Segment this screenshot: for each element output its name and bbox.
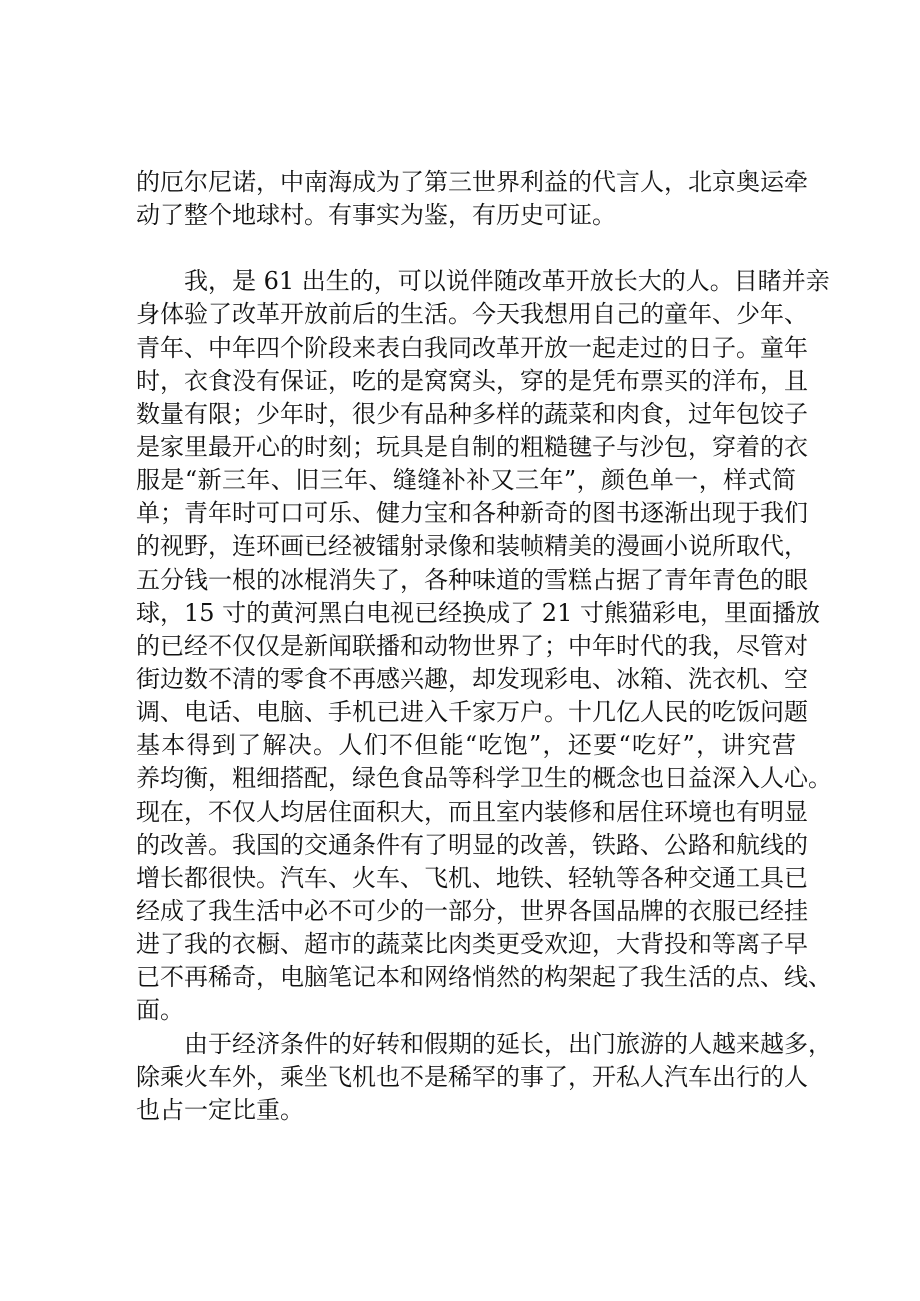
- text-line: 五分钱一根的冰棍消失了，各种味道的雪糕占据了青年青色的眼: [136, 565, 808, 594]
- paragraph-1: [136, 166, 808, 232]
- text-line: 的已经不仅仅是新闻联播和动物世界了；中年时代的我，尽管对: [136, 631, 808, 660]
- document-body: [136, 166, 832, 1127]
- text-line: 服是“新三年、旧三年、缝缝补补又三年”，颜色单一，样式简: [136, 466, 796, 495]
- text-line: 动了整个地球村。有事实为鉴，有历史可证。: [136, 201, 616, 230]
- text-line: 除乘火车外，乘坐飞机也不是稀罕的事了，开私人汽车出行的人: [136, 1062, 808, 1091]
- text-line: 也占一定比重。: [136, 1095, 304, 1124]
- text-line: 由于经济条件的好转和假期的延长，出门旅游的人越来越多，: [184, 1029, 832, 1058]
- paragraph-3: [136, 1028, 832, 1127]
- text-line: 经成了我生活中必不可少的一部分，世界各国品牌的衣服已经挂: [136, 896, 808, 925]
- paragraph-spacer: [136, 232, 796, 265]
- text-line: 身体验了改革开放前后的生活。今天我想用自己的童年、少年、: [136, 300, 808, 329]
- paragraph-2: [136, 265, 832, 1027]
- text-line: 街边数不清的零食不再感兴趣，却发现彩电、冰箱、洗衣机、空: [136, 664, 808, 693]
- text-line: 球，15 寸的黄河黑白电视已经换成了 21 寸熊猫彩电，里面播放: [136, 598, 820, 627]
- text-line: 的厄尔尼诺，中南海成为了第三世界利益的代言人，北京奥运牵: [136, 168, 808, 196]
- text-line: 进了我的衣橱、超市的蔬菜比肉类更受欢迎，大背投和等离子早: [136, 930, 808, 959]
- text-line: 养均衡，粗细搭配，绿色食品等科学卫生的概念也日益深入人心。: [136, 764, 832, 793]
- text-line: 的视野，连环画已经被镭射录像和装帧精美的漫画小说所取代，: [136, 532, 808, 561]
- text-line: 现在，不仅人均居住面积大，而且室内装修和居住环境也有明显: [136, 797, 808, 826]
- text-line: 已不再稀奇，电脑笔记本和网络悄然的构架起了我生活的点、线、: [136, 963, 832, 992]
- text-line: 基本得到了解决。人们不但能“吃饱”，还要“吃好”，讲究营: [136, 731, 796, 760]
- text-line: 增长都很快。汽车、火车、飞机、地铁、轻轨等各种交通工具已: [136, 863, 808, 892]
- text-line: 我，是 61 出生的，可以说伴随改革开放长大的人。目睹并亲: [184, 267, 830, 296]
- text-line: 数量有限；少年时，很少有品种多样的蔬菜和肉食，过年包饺子: [136, 399, 808, 428]
- text-line: 时，衣食没有保证，吃的是窝窝头，穿的是凭布票买的洋布，且: [136, 366, 808, 395]
- text-line: 青年、中年四个阶段来表白我同改革开放一起走过的日子。童年: [136, 333, 808, 362]
- text-line: 面。: [136, 996, 184, 1025]
- text-line: 单；青年时可口可乐、健力宝和各种新奇的图书逐渐出现于我们: [136, 499, 808, 528]
- text-line: 是家里最开心的时刻；玩具是自制的粗糙毽子与沙包，穿着的衣: [136, 432, 808, 461]
- text-line: 的改善。我国的交通条件有了明显的改善，铁路、公路和航线的: [136, 830, 808, 859]
- text-line: 调、电话、电脑、手机已进入千家万户。十几亿人民的吃饭问题: [136, 698, 808, 727]
